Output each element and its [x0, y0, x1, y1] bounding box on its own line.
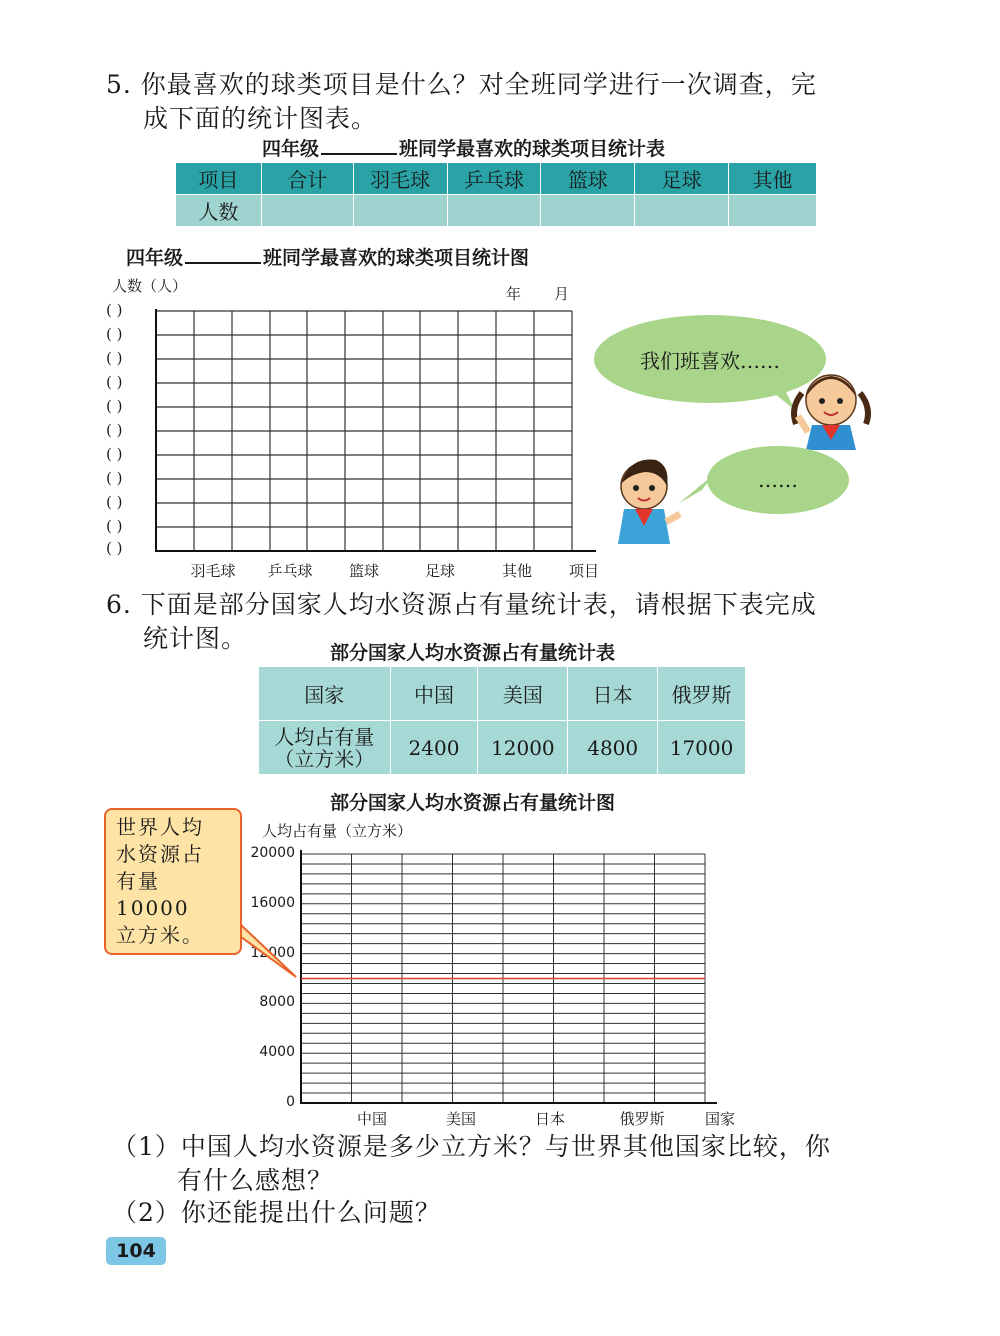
y-tick-label: 20000 — [250, 845, 295, 861]
q5-header-cell: 合计 — [261, 163, 353, 195]
q6-country-cell: 日本 — [568, 667, 658, 721]
class-blank[interactable] — [185, 246, 261, 264]
q5-x-label: 其他 — [501, 562, 532, 580]
row-label-line1: 人均占有量 — [274, 724, 375, 749]
q6-sub1-line1: （1）中国人均水资源是多少立方米？与世界其他国家比较，你 — [112, 1132, 831, 1161]
girl-icon — [794, 375, 868, 450]
boy-icon — [618, 460, 680, 545]
year-label: 年 — [506, 285, 522, 303]
girl-speech-bubble — [594, 315, 826, 403]
q5-table — [175, 162, 817, 227]
y-value-slot[interactable]: ( ) — [106, 301, 123, 319]
q5-x-label: 羽毛球 — [190, 562, 236, 580]
q5-x-label: 足球 — [424, 562, 455, 580]
q6-table-title: 部分国家人均水资源占有量统计表 — [330, 642, 616, 664]
y-value-slot[interactable]: ( ) — [106, 539, 123, 557]
q6-x-label: 俄罗斯 — [619, 1110, 665, 1128]
q5-count-cell[interactable] — [353, 195, 447, 227]
y-tick-label: 0 — [286, 1094, 295, 1110]
y-value-slot[interactable]: ( ) — [106, 373, 123, 391]
q6-line2: 统计图。 — [143, 624, 248, 653]
q6-table — [258, 666, 746, 775]
y-value-slot[interactable]: ( ) — [106, 397, 123, 415]
q6-sub1-line2: 有什么感想？ — [177, 1166, 334, 1195]
table-title-grade: 四年级 — [262, 138, 320, 160]
class-blank[interactable] — [321, 137, 397, 155]
y-value-slot[interactable]: ( ) — [106, 469, 123, 487]
q6-value-cell: 4800 — [568, 721, 658, 775]
q6-chart — [230, 838, 760, 1118]
table-title-text: 班同学最喜欢的球类项目统计表 — [399, 138, 666, 160]
q5-x-label: 篮球 — [348, 562, 379, 580]
y-value-slot[interactable]: ( ) — [106, 349, 123, 367]
y-value-slot[interactable]: ( ) — [106, 325, 123, 343]
q6-country-cell: 中国 — [390, 667, 478, 721]
q5-header-cell: 项目 — [176, 163, 262, 195]
y-tick-label: 8000 — [259, 994, 295, 1011]
y-value-slot[interactable]: ( ) — [106, 517, 123, 535]
q6-x-label: 中国 — [356, 1110, 387, 1128]
chart-title-grade: 四年级 — [126, 247, 184, 269]
q6-chart-title: 部分国家人均水资源占有量统计图 — [330, 792, 616, 814]
q6-country-cell: 俄罗斯 — [658, 667, 746, 721]
y-value-slot[interactable]: ( ) — [106, 421, 123, 439]
q5-line2: 成下面的统计图表。 — [143, 104, 378, 133]
y-value-slot[interactable]: ( ) — [106, 445, 123, 463]
q5-y-axis-label: 人数（人） — [112, 277, 188, 295]
q6-value-cell: 2400 — [390, 721, 478, 775]
girl-speech-text: 我们班喜欢…… — [640, 348, 780, 373]
q5-x-label: 乒乓球 — [267, 562, 313, 580]
q5-count-cell[interactable] — [541, 195, 635, 227]
q5-header-cell: 足球 — [635, 163, 729, 195]
q5-header-cell: 乒乓球 — [447, 163, 541, 195]
y-tick-label: 12000 — [250, 944, 295, 961]
world-average-note — [104, 808, 242, 955]
q5-row-label: 人数 — [176, 195, 262, 227]
q5-header-cell: 其他 — [729, 163, 817, 195]
boy-speech-text: …… — [758, 468, 798, 492]
q6-x-label: 美国 — [445, 1110, 476, 1128]
row-label-line2: （立方米） — [274, 746, 375, 771]
q6-y-axis-label: 人均占有量（立方米） — [262, 822, 413, 840]
q5-header-cell: 篮球 — [541, 163, 635, 195]
q5-x-axis-label: 项目 — [568, 562, 599, 580]
q6-sub2: （2）你还能提出什么问题？ — [112, 1198, 441, 1227]
q5-count-cell[interactable] — [635, 195, 729, 227]
q5-chart-title — [126, 243, 529, 270]
chart-title-text: 班同学最喜欢的球类项目统计图 — [263, 247, 530, 269]
q5-grid — [150, 305, 600, 555]
q6-x-axis-label: 国家 — [704, 1110, 735, 1128]
note-line: 立方米。 — [116, 923, 204, 947]
boy-speech-bubble — [707, 446, 849, 514]
q6-row-label — [259, 721, 391, 775]
q6-header-label: 国家 — [259, 667, 391, 721]
q5-count-cell[interactable] — [447, 195, 541, 227]
q5-count-cell[interactable] — [729, 195, 817, 227]
q5-table-title — [262, 134, 665, 161]
q6-value-cell: 12000 — [478, 721, 568, 775]
note-line: 世界人均 — [116, 815, 204, 839]
q6-country-cell: 美国 — [478, 667, 568, 721]
q5-line1: 5. 你最喜欢的球类项目是什么？对全班同学进行一次调查，完 — [106, 70, 817, 99]
y-value-slot[interactable]: ( ) — [106, 493, 123, 511]
q5-header-cell: 羽毛球 — [353, 163, 447, 195]
q6-value-cell: 17000 — [658, 721, 746, 775]
q5-count-cell[interactable] — [261, 195, 353, 227]
y-tick-label: 16000 — [250, 894, 295, 911]
note-line: 有量10000 — [116, 869, 190, 920]
note-line: 水资源占 — [116, 842, 204, 866]
q6-line1: 6. 下面是部分国家人均水资源占有量统计表，请根据下表完成 — [106, 590, 817, 619]
page-number: 104 — [106, 1237, 166, 1265]
q6-x-label: 日本 — [534, 1110, 565, 1128]
month-label: 月 — [554, 285, 570, 303]
y-tick-label: 4000 — [259, 1044, 295, 1061]
